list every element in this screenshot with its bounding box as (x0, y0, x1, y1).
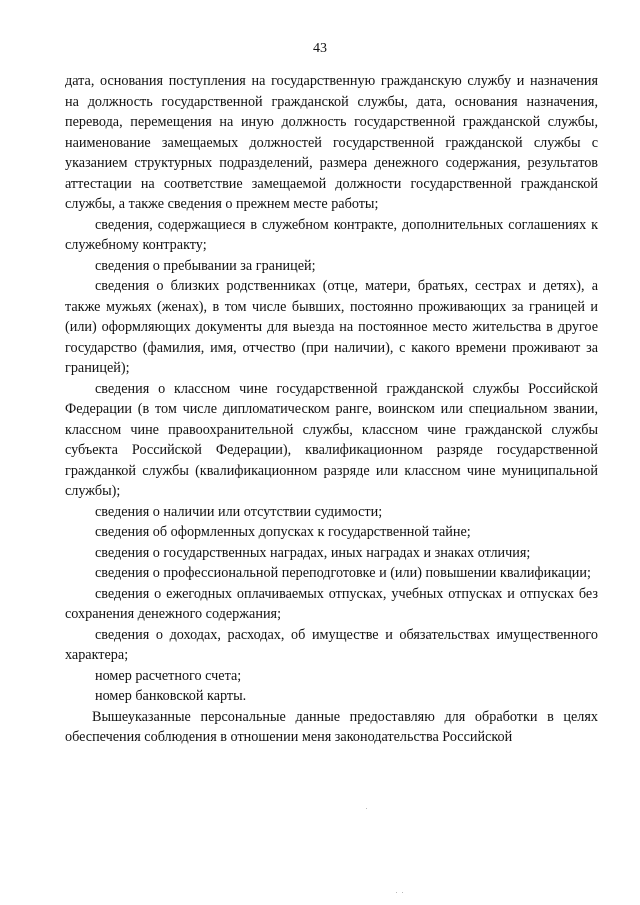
paragraph-professional-retraining: сведения о профессиональной переподготовке и (или) повышении квалификации; (95, 565, 591, 581)
scan-speck (402, 892, 403, 893)
scan-speck (396, 892, 397, 893)
paragraph-awards: сведения о государственных наградах, иных наградах и знаках отличия; (95, 544, 531, 561)
paragraph-close-relatives: сведения о близких родственниках (отце, матери, братьях, сестрах и детях), а также мужьях (женах), в том числе бывших, постоянно проживающих за границей и (или) оформляющих документы для выезда на постоянное место жительства в другое государство (фамилия, имя, отчество (при наличии), с какого времени проживают за границей); (65, 278, 598, 376)
paragraph-class-rank: сведения о классном чине государственной гражданской службы Российской Федерации (в том числе дипломатическом ранге, воинском или специальном звании, классном чине правоохранительной службы, классном чине гражданской службы субъекта Российской Федерации), квалификационном разряде государственной гражданкой службы (квалификационном разряде или классном чине муниципальной службы); (65, 380, 598, 499)
page-number: 43 (313, 41, 327, 56)
scan-speck (366, 808, 367, 809)
paragraph-stay-abroad: сведения о пребывании за границей; (95, 257, 316, 274)
paragraph-vacations: сведения о ежегодных оплачиваемых отпусках, учебных отпусках и отпусках без сохранения денежного содержания; (65, 585, 598, 622)
paragraph-income-property: сведения о доходах, расходах, об имуществе и обязательствах имущественного характера; (65, 626, 598, 663)
paragraph-state-secret-clearance: сведения об оформленных допусках к государственной тайне; (95, 524, 471, 540)
paragraph-bank-card-number: номер банковской карты. (95, 688, 247, 704)
paragraph-processing-consent: Вышеуказанные персональные данные предоставляю для обработки в целях обеспечения соблюдения в отношении меня законодательства Российской (65, 708, 598, 745)
paragraph-criminal-record: сведения о наличии или отсутствии судимости; (95, 503, 383, 520)
document-body (65, 71, 598, 748)
paragraph-service-contract: сведения, содержащиеся в служебном контракте, дополнительных соглашениях к служебному контракту; (65, 216, 598, 253)
paragraph-account-number: номер расчетного счета; (95, 667, 242, 684)
paragraph-service-record: дата, основания поступления на государственную гражданскую службу и назначения на должность государственной гражданской службы, дата, основания назначения, перевода, перемещения на иную должность государственной гражданской службы, наименование замещаемых должностей государственной гражданской службы с указанием структурных подразделений, размера денежного содержания, результатов аттестации на соответствие замещаемой должности государственной гражданской службы, а также сведения о прежнем месте работы; (65, 73, 598, 212)
